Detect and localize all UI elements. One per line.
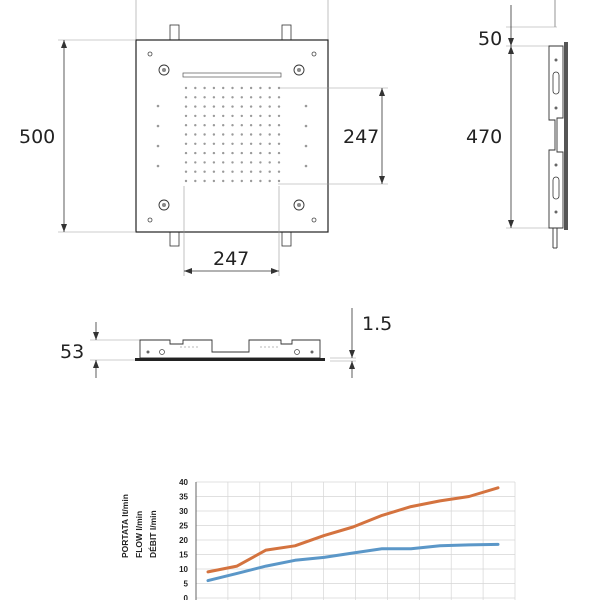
- chart-y-tick-label: 25: [179, 521, 188, 531]
- nozzle: [185, 143, 187, 145]
- front-view: [19, 0, 388, 276]
- chart-ylabel-3: DÉBIT l/min: [148, 510, 158, 558]
- chart-y-tick-label: 40: [179, 478, 188, 487]
- nozzle: [250, 161, 252, 163]
- nozzle: [250, 171, 252, 173]
- dimension-front-width: 247: [213, 248, 250, 270]
- nozzle: [269, 143, 271, 145]
- chart-ylabel-1: PORTATA lt/min: [120, 494, 130, 558]
- dimension-profile-thickness: 1.5: [362, 313, 393, 335]
- flow-chart: [120, 478, 515, 600]
- nozzle: [241, 161, 243, 163]
- nozzle: [213, 143, 215, 145]
- nozzle: [213, 152, 215, 154]
- nozzle: [305, 105, 308, 108]
- dimension-front-height: 500: [19, 126, 56, 148]
- nozzle: [305, 145, 308, 148]
- nozzle: [278, 115, 280, 117]
- profile-view: [60, 308, 392, 378]
- nozzle: [203, 133, 205, 135]
- nozzle: [269, 96, 271, 98]
- nozzle: [241, 143, 243, 145]
- nozzle: [250, 124, 252, 126]
- dimension-side-top-offset: 50: [478, 28, 503, 50]
- nozzle: [269, 115, 271, 117]
- nozzle: [241, 87, 243, 89]
- mounting-tab: [282, 232, 291, 246]
- chart-series: [208, 488, 498, 581]
- nozzle: [213, 115, 215, 117]
- chart-y-tick-label: 10: [179, 565, 188, 574]
- nozzle: [185, 87, 187, 89]
- nozzle: [259, 87, 261, 89]
- nozzle: [231, 161, 233, 163]
- nozzle: [194, 152, 196, 154]
- profile-outline: [140, 340, 320, 358]
- nozzle: [194, 115, 196, 117]
- nozzle: [194, 143, 196, 145]
- nozzle: [185, 180, 187, 182]
- dimension-front-height-inner: 247: [343, 126, 380, 148]
- nozzle: [241, 124, 243, 126]
- chart-y-ticks: [179, 478, 188, 600]
- nozzle: [185, 133, 187, 135]
- nozzle: [241, 105, 243, 107]
- nozzle: [222, 124, 224, 126]
- nozzle: [194, 171, 196, 173]
- nozzle: [185, 152, 187, 154]
- nozzle: [231, 143, 233, 145]
- nozzle: [250, 152, 252, 154]
- nozzle: [203, 180, 205, 182]
- nozzle: [259, 180, 261, 182]
- nozzle: [222, 87, 224, 89]
- nozzle: [222, 161, 224, 163]
- water-slot: [183, 73, 281, 77]
- nozzle: [241, 152, 243, 154]
- nozzle: [278, 171, 280, 173]
- nozzle: [269, 124, 271, 126]
- nozzle: [241, 171, 243, 173]
- nozzle: [194, 133, 196, 135]
- nozzle: [203, 105, 205, 107]
- mounting-tab: [282, 25, 291, 40]
- nozzle: [259, 115, 261, 117]
- nozzle: [222, 133, 224, 135]
- nozzle: [305, 125, 308, 128]
- nozzle: [278, 143, 280, 145]
- nozzle: [203, 115, 205, 117]
- nozzle: [231, 171, 233, 173]
- nozzle: [231, 105, 233, 107]
- nozzle: [222, 143, 224, 145]
- nozzle: [222, 115, 224, 117]
- nozzle: [194, 161, 196, 163]
- nozzle: [250, 143, 252, 145]
- nozzle: [278, 161, 280, 163]
- nozzle: [259, 161, 261, 163]
- nozzle: [213, 87, 215, 89]
- nozzle: [213, 161, 215, 163]
- nozzle: [213, 124, 215, 126]
- nozzle: [305, 165, 308, 168]
- nozzle: [231, 115, 233, 117]
- nozzle: [194, 105, 196, 107]
- nozzle: [194, 180, 196, 182]
- nozzle: [241, 180, 243, 182]
- nozzle: [203, 171, 205, 173]
- nozzle: [250, 115, 252, 117]
- nozzle: [269, 152, 271, 154]
- nozzle: [203, 96, 205, 98]
- nozzle: [213, 133, 215, 135]
- side-view: [466, 0, 568, 248]
- nozzle: [278, 96, 280, 98]
- nozzle: [241, 133, 243, 135]
- nozzle: [241, 115, 243, 117]
- nozzle: [231, 96, 233, 98]
- nozzle: [185, 105, 187, 107]
- nozzle: [241, 96, 243, 98]
- chart-y-tick-label: 0: [183, 594, 188, 600]
- nozzle: [231, 180, 233, 182]
- nozzle: [250, 180, 252, 182]
- nozzle: [157, 125, 160, 128]
- mounting-tab: [170, 232, 179, 246]
- nozzle: [278, 105, 280, 107]
- nozzle: [259, 152, 261, 154]
- chart-y-tick-label: 20: [179, 536, 188, 545]
- nozzle: [203, 124, 205, 126]
- nozzle: [278, 133, 280, 135]
- nozzle: [203, 161, 205, 163]
- nozzle: [231, 152, 233, 154]
- nozzle: [269, 161, 271, 163]
- nozzle: [185, 115, 187, 117]
- nozzle: [222, 96, 224, 98]
- chart-y-tick-label: 30: [179, 507, 188, 516]
- nozzle: [278, 152, 280, 154]
- mounting-tab: [170, 25, 179, 40]
- nozzle: [213, 105, 215, 107]
- chart-series-line-2: [208, 544, 498, 580]
- nozzle: [213, 171, 215, 173]
- nozzle: [203, 152, 205, 154]
- nozzle: [231, 87, 233, 89]
- chart-y-tick-label: 15: [179, 550, 188, 560]
- nozzle: [222, 105, 224, 107]
- nozzle: [185, 96, 187, 98]
- nozzle: [194, 124, 196, 126]
- dimension-profile-height: 53: [60, 341, 85, 363]
- dimension-side-height: 470: [466, 126, 503, 148]
- nozzle: [259, 171, 261, 173]
- nozzle: [213, 180, 215, 182]
- nozzle: [250, 133, 252, 135]
- nozzle: [185, 124, 187, 126]
- nozzle: [250, 87, 252, 89]
- nozzle: [185, 171, 187, 173]
- nozzle: [157, 145, 160, 148]
- nozzle: [203, 143, 205, 145]
- nozzle: [269, 180, 271, 182]
- nozzle: [213, 96, 215, 98]
- nozzle: [222, 180, 224, 182]
- nozzle: [157, 105, 160, 108]
- nozzle: [269, 87, 271, 89]
- nozzle: [250, 105, 252, 107]
- nozzle: [231, 133, 233, 135]
- nozzle: [278, 124, 280, 126]
- nozzle: [157, 165, 160, 168]
- nozzle: [222, 171, 224, 173]
- nozzle: [259, 105, 261, 107]
- nozzle: [259, 124, 261, 126]
- chart-series-line-1: [208, 488, 498, 572]
- nozzle: [194, 87, 196, 89]
- nozzle: [259, 133, 261, 135]
- nozzle: [259, 143, 261, 145]
- nozzle: [269, 171, 271, 173]
- nozzle: [203, 87, 205, 89]
- nozzle: [185, 161, 187, 163]
- nozzle: [278, 180, 280, 182]
- nozzle: [194, 96, 196, 98]
- nozzle: [250, 96, 252, 98]
- nozzle: [269, 105, 271, 107]
- nozzle: [269, 133, 271, 135]
- chart-y-tick-label: 5: [183, 579, 188, 589]
- nozzle: [222, 152, 224, 154]
- chart-y-tick-label: 35: [179, 492, 188, 502]
- nozzle: [231, 124, 233, 126]
- chart-grid: [196, 482, 515, 600]
- chart-ylabel-2: FLOW l/min: [134, 510, 144, 558]
- nozzle: [259, 96, 261, 98]
